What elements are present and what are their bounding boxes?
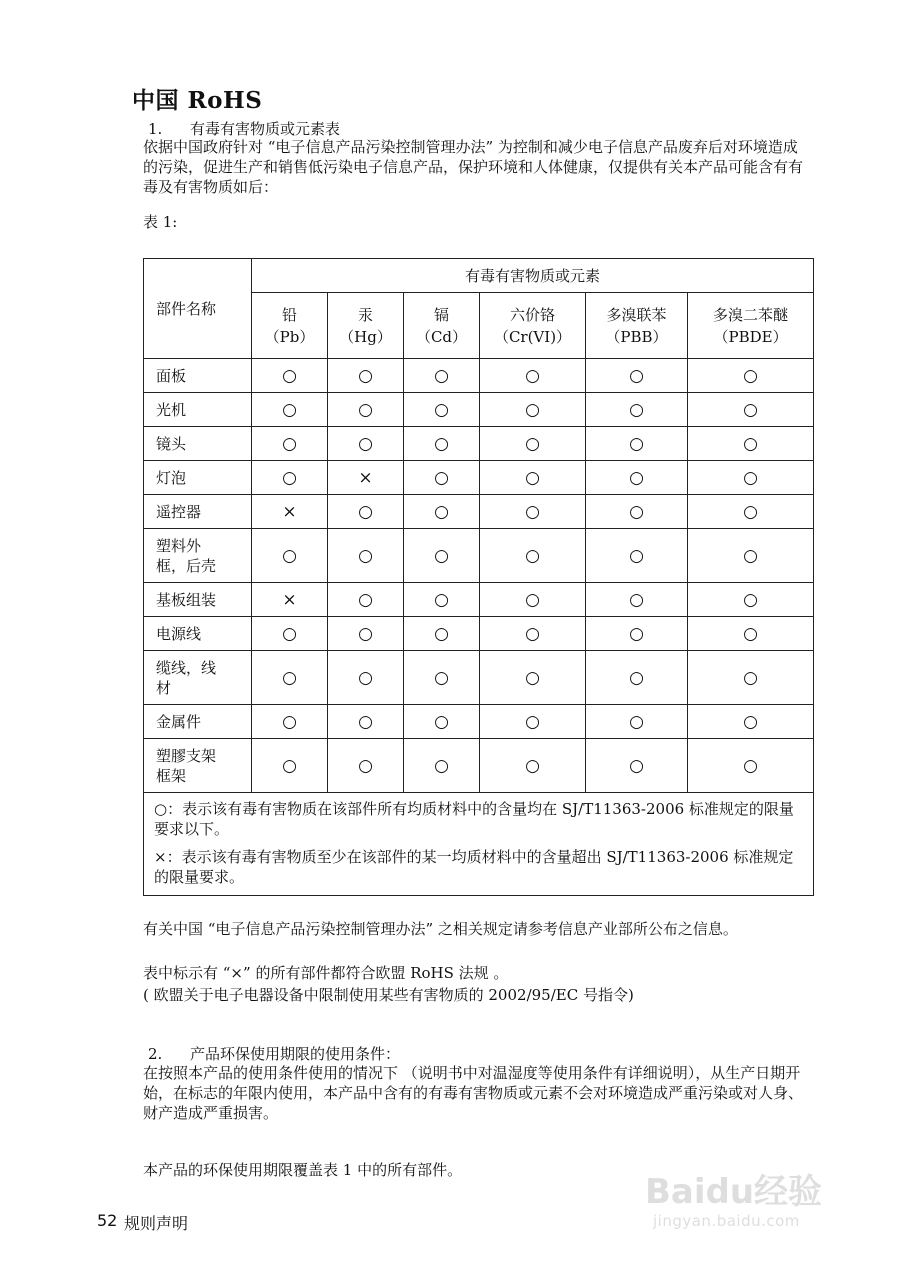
after-table-paragraph-1: 有关中国 “电子信息产品污染控制管理办法” 之相关规定请参考信息产业部所公布之信息。 (143, 920, 738, 938)
compliance-mark-cell: ○ (586, 495, 688, 529)
section-2-coverage: 本产品的环保使用期限覆盖表 1 中的所有部件。 (143, 1161, 463, 1179)
part-name-cell: 缆线，线材 (144, 651, 252, 705)
section-1-heading (148, 118, 340, 139)
table-row (144, 359, 814, 393)
compliance-mark-cell: ○ (586, 739, 688, 793)
compliance-mark-cell: ○ (404, 359, 480, 393)
compliance-mark-cell: ○ (252, 617, 328, 651)
compliance-mark-cell: ○ (688, 461, 814, 495)
substance-name: 铅 (281, 305, 297, 324)
compliance-mark-cell: ○ (404, 705, 480, 739)
table-row (144, 583, 814, 617)
table-row (144, 529, 814, 583)
part-name-cell: 塑膠支架框架 (144, 739, 252, 793)
compliance-mark-cell: ○ (480, 461, 586, 495)
table-notes (144, 793, 814, 896)
substance-symbol: （PBB） (605, 327, 668, 346)
compliance-mark-cell: ○ (688, 617, 814, 651)
compliance-mark-cell: ○ (404, 617, 480, 651)
baidu-watermark (645, 1160, 845, 1250)
table-row (144, 705, 814, 739)
watermark-url: jingyan.baidu.com (653, 1212, 800, 1230)
note-circle: ○：表示该有毒有害物质在该部件所有均质材料中的含量均在 SJ/T11363-2006 标准规定的限量要求以下。 (154, 800, 794, 838)
part-name-cell: 塑料外框，后壳 (144, 529, 252, 583)
part-name-cell: 遥控器 (144, 495, 252, 529)
substance-name: 六价铬 (509, 305, 555, 324)
table-row (144, 393, 814, 427)
substance-column-header (252, 293, 328, 359)
compliance-mark-cell: ○ (480, 359, 586, 393)
compliance-mark-cell: ○ (328, 529, 404, 583)
substance-name: 镉 (433, 305, 449, 324)
compliance-mark-cell: ○ (688, 393, 814, 427)
substance-symbol: （Cd） (415, 327, 468, 346)
compliance-mark-cell: ○ (480, 393, 586, 427)
compliance-mark-cell: ○ (586, 583, 688, 617)
compliance-mark-cell: ○ (404, 495, 480, 529)
compliance-mark-cell: ○ (252, 461, 328, 495)
table-row (144, 739, 814, 793)
compliance-mark-cell: ○ (404, 461, 480, 495)
substance-name: 多溴联苯 (606, 305, 667, 324)
compliance-mark-cell: ○ (252, 651, 328, 705)
page-title: 中国 RoHS (132, 87, 263, 114)
compliance-mark-cell: ○ (586, 705, 688, 739)
compliance-mark-cell: ○ (586, 393, 688, 427)
substance-symbol: （Pb） (264, 327, 315, 346)
compliance-mark-cell: × (252, 495, 328, 529)
compliance-mark-cell: ○ (328, 427, 404, 461)
part-name-cell: 电源线 (144, 617, 252, 651)
compliance-mark-cell: ○ (586, 651, 688, 705)
compliance-mark-cell: ○ (688, 739, 814, 793)
compliance-mark-cell: ○ (688, 529, 814, 583)
section-2-heading (148, 1043, 400, 1064)
substance-column-header (688, 293, 814, 359)
compliance-mark-cell: ○ (404, 583, 480, 617)
compliance-mark-cell: ○ (252, 705, 328, 739)
substance-symbol: （Cr(VI)） (493, 327, 572, 346)
substance-name: 汞 (357, 305, 373, 324)
substance-name: 多溴二苯醚 (713, 305, 789, 324)
footer-section-label: 规则声明 (124, 1214, 189, 1233)
compliance-mark-cell: ○ (480, 529, 586, 583)
substance-column-header (328, 293, 404, 359)
substance-column-header (404, 293, 480, 359)
compliance-mark-cell: ○ (328, 495, 404, 529)
compliance-mark-cell: ○ (328, 651, 404, 705)
substance-symbol: （PBDE） (713, 327, 788, 346)
table-body (144, 359, 814, 793)
part-name-cell: 基板组装 (144, 583, 252, 617)
compliance-mark-cell: ○ (688, 495, 814, 529)
compliance-mark-cell: ○ (404, 427, 480, 461)
compliance-mark-cell: ○ (586, 461, 688, 495)
compliance-mark-cell: ○ (586, 427, 688, 461)
table-row (144, 461, 814, 495)
substance-column-header (586, 293, 688, 359)
section-1-title: 有毒有害物质或元素表 (190, 120, 341, 138)
compliance-mark-cell: ○ (480, 651, 586, 705)
part-name-header: 部件名称 (144, 259, 252, 359)
compliance-mark-cell: ○ (480, 705, 586, 739)
watermark-logo: Baidu经验 (645, 1172, 823, 1212)
section-2-number: 2. (148, 1045, 163, 1063)
compliance-mark-cell: ○ (586, 617, 688, 651)
compliance-mark-cell: ○ (252, 427, 328, 461)
part-name-cell: 金属件 (144, 705, 252, 739)
compliance-mark-cell: ○ (688, 359, 814, 393)
compliance-mark-cell: ○ (252, 739, 328, 793)
after-table-paragraph-2: 表中标示有 “×” 的所有部件都符合欧盟 RoHS 法规 。 (143, 964, 509, 982)
compliance-mark-cell: ○ (688, 427, 814, 461)
compliance-mark-cell: ○ (586, 529, 688, 583)
compliance-mark-cell: ○ (404, 529, 480, 583)
compliance-mark-cell: ○ (328, 617, 404, 651)
section-1-number: 1. (148, 120, 163, 138)
part-name-cell: 镜头 (144, 427, 252, 461)
compliance-mark-cell: ○ (688, 651, 814, 705)
compliance-mark-cell: ○ (480, 617, 586, 651)
note-cross: ×：表示该有毒有害物质至少在该部件的某一均质材料中的含量超出 SJ/T11363-2006 标准规定的限量要求。 (154, 848, 794, 886)
table-row (144, 651, 814, 705)
part-name-cell: 灯泡 (144, 461, 252, 495)
compliance-mark-cell: × (328, 461, 404, 495)
compliance-mark-cell: ○ (328, 739, 404, 793)
substance-column-header (480, 293, 586, 359)
compliance-mark-cell: ○ (688, 583, 814, 617)
table-row (144, 617, 814, 651)
compliance-mark-cell: ○ (328, 705, 404, 739)
after-table-paragraph-3: ( 欧盟关于电子电器设备中限制使用某些有害物质的 2002/95/EC 号指令) (143, 986, 634, 1004)
compliance-mark-cell: ○ (480, 583, 586, 617)
compliance-mark-cell: ○ (404, 393, 480, 427)
compliance-mark-cell: ○ (688, 705, 814, 739)
section-2-title: 产品环保使用期限的使用条件： (190, 1045, 401, 1063)
page-number: 52 (97, 1211, 118, 1230)
section-2-body: 在按照本产品的使用条件使用的情况下 （说明书中对温湿度等使用条件有详细说明），从生产日期开始，在标志的年限内使用，本产品中含有的有毒有害物质或元素不会对环境造成严重污染或对人身、财产造成严重损害。 (143, 1064, 804, 1122)
part-name-cell: 面板 (144, 359, 252, 393)
table-row (144, 495, 814, 529)
compliance-mark-cell: ○ (404, 651, 480, 705)
section-1-intro: 依据中国政府针对 “电子信息产品污染控制管理办法” 为控制和减少电子信息产品废弃后对环境造成的污染，促进生产和销售低污染电子信息产品，保护环境和人体健康，仅提供有关本产品可能含有有毒及有害物质如后： (143, 138, 804, 196)
compliance-mark-cell: ○ (586, 359, 688, 393)
compliance-mark-cell: ○ (252, 359, 328, 393)
compliance-mark-cell: ○ (252, 529, 328, 583)
substance-symbol: （Hg） (339, 327, 392, 346)
compliance-mark-cell: ○ (404, 739, 480, 793)
compliance-mark-cell: ○ (252, 393, 328, 427)
compliance-mark-cell: ○ (328, 359, 404, 393)
substances-group-header: 有毒有害物质或元素 (252, 259, 814, 293)
compliance-mark-cell: × (252, 583, 328, 617)
compliance-mark-cell: ○ (328, 393, 404, 427)
compliance-mark-cell: ○ (480, 427, 586, 461)
table-row (144, 427, 814, 461)
compliance-mark-cell: ○ (328, 583, 404, 617)
table-label: 表 1: (143, 213, 178, 231)
compliance-mark-cell: ○ (480, 495, 586, 529)
hazardous-substances-table (143, 258, 814, 896)
compliance-mark-cell: ○ (480, 739, 586, 793)
part-name-cell: 光机 (144, 393, 252, 427)
